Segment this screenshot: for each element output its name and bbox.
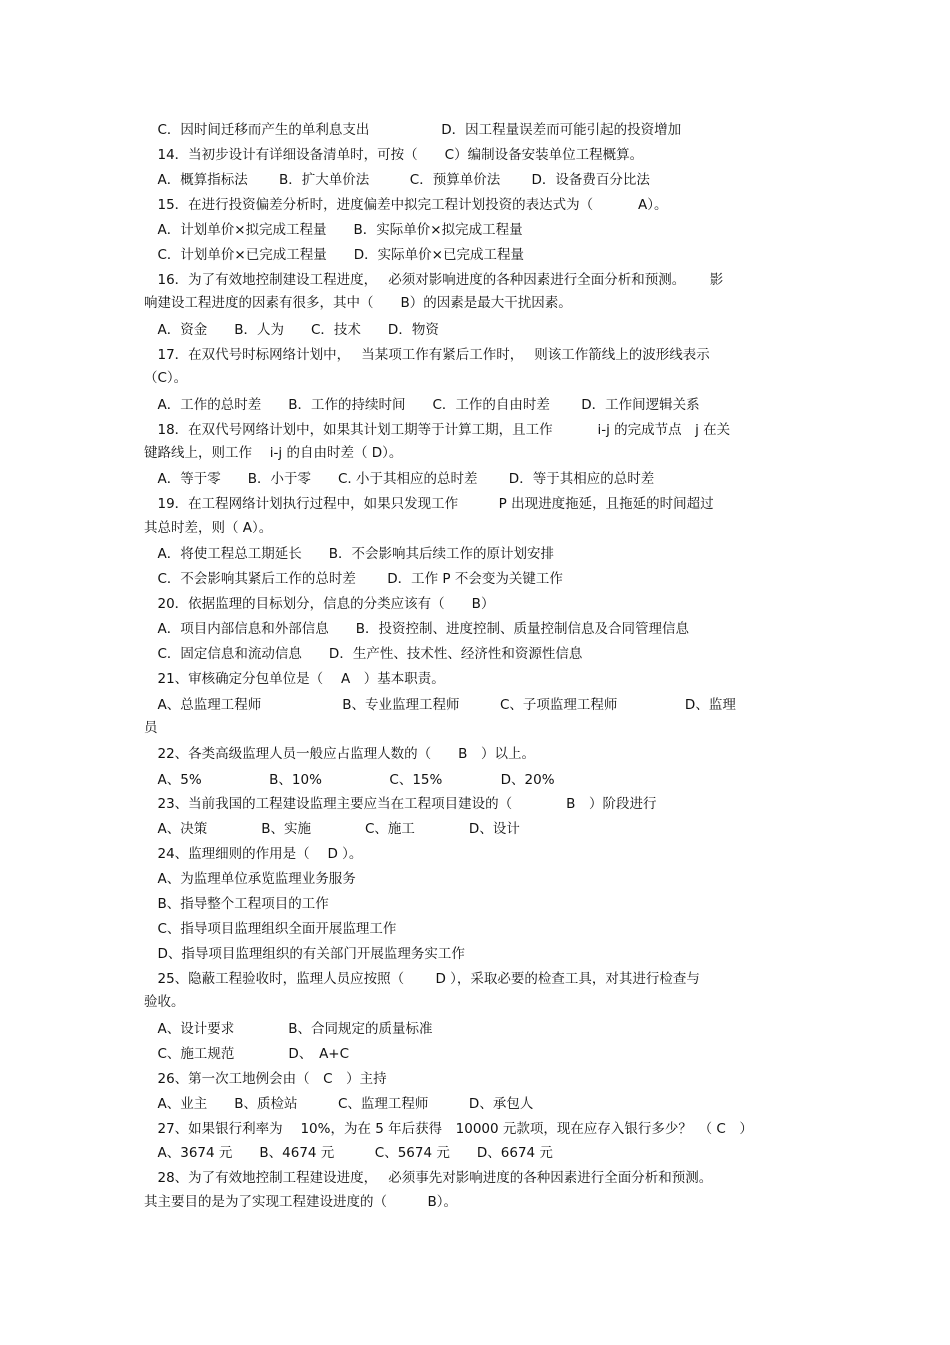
text-line: 27、如果银行利率为 10%，为在 5 年后获得 10000 元款项，现在应存入银行多少？ （ C ） [144,1121,753,1137]
text-line: 23、当前我国的工程建设监理主要应当在工程项目建设的（ B ）阶段进行 [144,796,657,812]
text-line: （C）。 [144,370,188,386]
text-line: A、业主 B、质检站 C、监理工程师 D、承包人 [144,1096,534,1112]
text-line: 15．在进行投资偏差分析时，进度偏差中拟完工程计划投资的表达式为（ A）。 [144,197,668,213]
text-line: A．资金 B．人为 C．技术 D．物资 [144,322,439,338]
text-line: 其主要目的是为了实现工程建设进度的（ B）。 [144,1194,458,1210]
text-line: A．概算指标法 B．扩大单价法 C．预算单价法 D．设备费百分比法 [144,172,650,188]
text-line: 员 [144,720,158,736]
text-line: A．工作的总时差 B．工作的持续时间 C．工作的自由时差 D．工作间逻辑关系 [144,397,700,413]
text-line: A．将使工程总工期延长 B．不会影响其后续工作的原计划安排 [144,546,554,562]
text-line: C．因时间迁移而产生的单利息支出 D．因工程量误差而可能引起的投资增加 [144,122,682,138]
text-line: A、5% B、10% C、15% D、20% [144,772,555,788]
text-line: A．项目内部信息和外部信息 B．投资控制、进度控制、质量控制信息及合同管理信息 [144,621,689,637]
text-line: A．等于零 B．小于零 C. 小于其相应的总时差 D．等于其相应的总时差 [144,471,655,487]
text-line: A、设计要求 B、合同规定的质量标准 [144,1021,433,1037]
text-line: 14．当初步设计有详细设备清单时，可按（ C）编制设备安装单位工程概算。 [144,147,644,163]
text-line: D、指导项目监理组织的有关部门开展监理务实工作 [144,946,465,962]
text-line: 26、第一次工地例会由（ C ）主持 [144,1071,387,1087]
text-line: 25、隐蔽工程验收时，监理人员应按照（ D ），采取必要的检查工具，对其进行检查与 [144,971,700,987]
text-line: C．固定信息和流动信息 D．生产性、技术性、经济性和资源性信息 [144,646,583,662]
text-line: 18．在双代号网络计划中，如果其计划工期等于计算工期，且工作 i-j 的完成节点 j 在关 [144,422,731,438]
text-line: A．计划单价×拟完成工程量 B．实际单价×拟完成工程量 [144,222,523,238]
text-line: 17．在双代号时标网络计划中， 当某项工作有紧后工作时， 则该工作箭线上的波形线表示 [144,347,710,363]
text-line: B、指导整个工程项目的工作 [144,896,329,912]
text-line: 22、各类高级监理人员一般应占监理人数的（ B ）以上。 [144,746,535,762]
text-line: A、3674 元 B、4674 元 C、5674 元 D、6674 元 [144,1145,553,1161]
text-line: 验收。 [144,994,185,1010]
text-line: C．不会影响其紧后工作的总时差 D．工作 P 不会变为关键工作 [144,571,563,587]
text-line: C、指导项目监理组织全面开展监理工作 [144,921,397,937]
text-line: 28、为了有效地控制工程建设进度， 必须事先对影响进度的各种因素进行全面分析和预测。 [144,1170,713,1186]
text-line: 19．在工程网络计划执行过程中，如果只发现工作 P 出现进度拖延，且拖延的时间超过 [144,496,714,512]
text-line: A、总监理工程师 B、专业监理工程师 C、子项监理工程师 D、监理 [144,697,736,713]
text-line: 16．为了有效地控制建设工程进度， 必须对影响进度的各种因素进行全面分析和预测。 影 [144,272,724,288]
text-line: 响建设工程进度的因素有很多，其中（ B）的因素是最大干扰因素。 [144,295,572,311]
text-line: C、施工规范 D、 A+C [144,1046,350,1062]
text-line: C．计划单价×已完成工程量 D．实际单价×已完成工程量 [144,247,524,263]
text-line: A、为监理单位承览监理业务服务 [144,871,356,887]
text-line: A、决策 B、实施 C、施工 D、设计 [144,821,520,837]
text-line: 其总时差，则（ A）。 [144,520,273,536]
text-line: 20．依据监理的目标划分，信息的分类应该有（ B） [144,596,495,612]
text-line: 24、监理细则的作用是（ D ）。 [144,846,363,862]
text-line: 键路线上，则工作 i-j 的自由时差（ D）。 [144,445,403,461]
text-line: 21、审核确定分包单位是（ A ）基本职责。 [144,671,445,687]
